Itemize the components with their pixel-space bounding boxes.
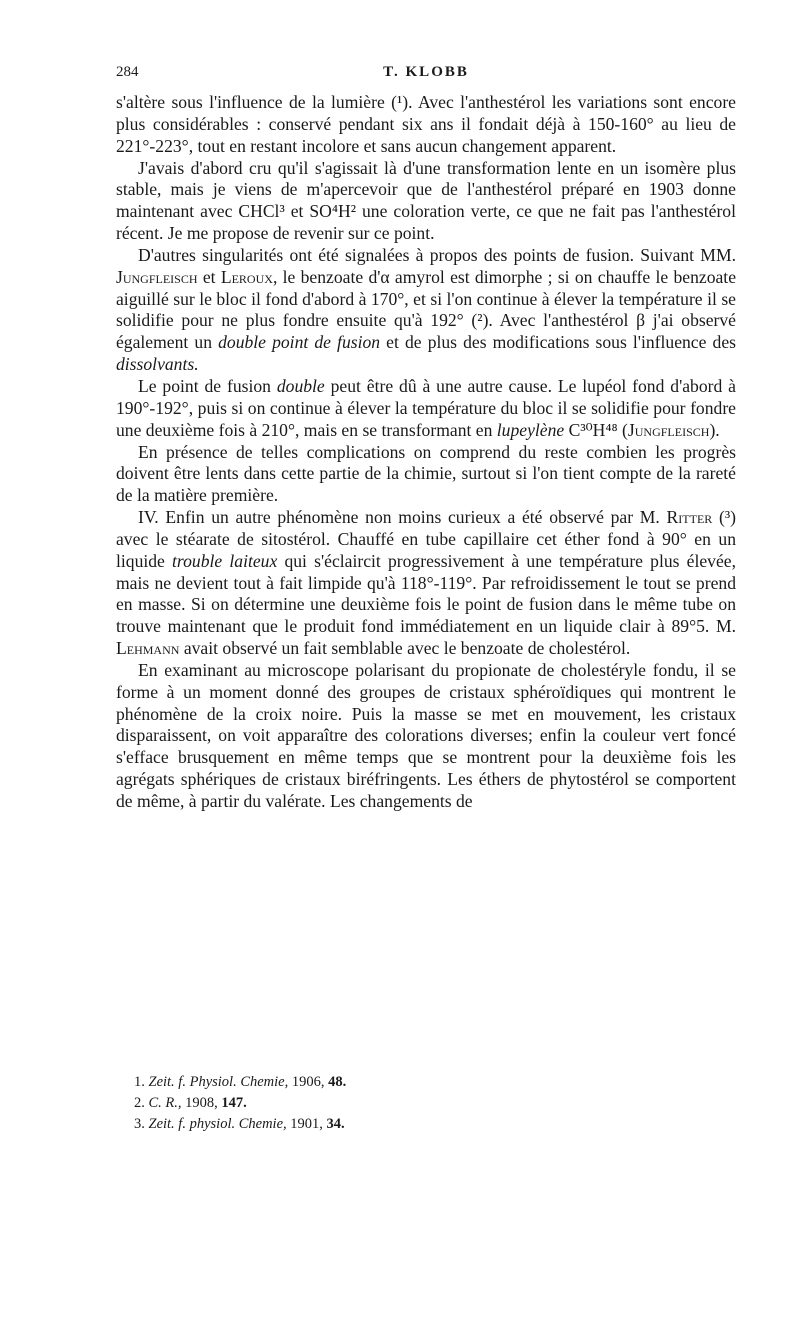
author-name: Jungfleisch bbox=[627, 419, 710, 440]
text-run: En présence de telles complications on comprend du reste combien les progrès doivent être lents dans cette partie de la chimie, surtout si l'on tient compte de la rareté de la matière première. bbox=[116, 441, 736, 506]
author-name: Ritter bbox=[666, 507, 713, 528]
text-run: , le benzoate d'α amyrol est dimorphe ; si on chauffe le benzoate aiguillé sur le bloc il fond d'abord à 170°, et si l'on continue à élever la température il se solidifie pour ne plus fondre ensuite qu'à 192° (²). Avec l'anthestérol β j'ai observé également un bbox=[116, 266, 737, 353]
footnote bbox=[116, 1093, 736, 1114]
italic-text: dissolvants. bbox=[116, 354, 199, 375]
paragraph bbox=[116, 158, 736, 245]
text-run: (³) avec le stéarate de sitostérol. Chauffé en tube capillaire cet éther fond à 90° en un liquide bbox=[116, 507, 736, 571]
footnotes bbox=[116, 1072, 736, 1135]
book-page bbox=[116, 0, 736, 1317]
text-run: qui s'éclaircit progressivement à une température plus élevée, mais ne devient tout à fait limpide qu'à 118°-119°. Par refroidissement le tout se prend en masse. Si on détermine une deuxième fois le point de fusion dans le même tube on trouve maintenant que le produit fond immédiatement en un liquide clair à 89°5. M. bbox=[116, 550, 736, 637]
page-header bbox=[116, 64, 736, 88]
author-name: Leroux bbox=[220, 266, 273, 287]
italic-text: trouble laiteux bbox=[172, 550, 278, 571]
footnote bbox=[116, 1072, 736, 1093]
author-name: Lehmann bbox=[116, 638, 180, 659]
footnote-year: 1901, bbox=[286, 1116, 327, 1132]
footnote-number: 3. bbox=[134, 1116, 149, 1132]
footnote-volume: 48. bbox=[328, 1074, 347, 1090]
text-run: ). bbox=[709, 419, 720, 440]
footnote-source: C. R., bbox=[148, 1095, 182, 1111]
paragraph bbox=[116, 507, 736, 660]
footnote-volume: 34. bbox=[326, 1116, 345, 1132]
footnote-number: 2. bbox=[134, 1095, 149, 1111]
paragraph bbox=[116, 442, 736, 508]
footnote-source: Zeit. f. Physiol. Chemie, bbox=[148, 1074, 289, 1090]
footnote-number: 1. bbox=[134, 1074, 149, 1090]
body-text bbox=[116, 92, 736, 813]
text-run: Le point de fusion bbox=[138, 375, 277, 396]
running-title: T. KLOBB bbox=[383, 64, 469, 80]
page-number: 284 bbox=[116, 64, 139, 80]
footnote-year: 1906, bbox=[288, 1074, 329, 1090]
text-run: et bbox=[197, 266, 221, 287]
author-name: Jungfleisch bbox=[116, 266, 198, 287]
text-run: et de plus des modifications sous l'influence des bbox=[380, 332, 736, 353]
footnote bbox=[116, 1114, 736, 1135]
text-run: peut être dû à une autre cause. Le lupéol fond d'abord à 190°-192°, puis si on continue à élever la température du bloc il se solidifie pour fondre une deuxième fois à 210°, mais en se transformant en bbox=[116, 375, 736, 440]
text-run: J'avais d'abord cru qu'il s'agissait là d'une transformation lente en un isomère plus stable, mais je viens de m'apercevoir que de l'anthestérol préparé en 1903 donne maintenant avec CHCl³ et SO⁴H² une coloration verte, ce que ne fait pas l'anthestérol récent. Je me propose de revenir sur ce point. bbox=[116, 157, 736, 244]
text-run: En examinant au microscope polarisant du propionate de cholestéryle fondu, il se forme à un moment donné des groupes de cristaux sphéroïdiques qui montrent le phénomène de la croix noire. Puis la masse se met en mouvement, les cristaux disparaissent, on voit apparaître des colorations diverses; enfin la couleur vert foncé s'efface brusquement en même temps que se montrent pour la deuxième fois les agrégats sphériques de cristaux biréfringents. Les éthers de phytostérol se comportent de même, à partir du valérate. Les changements de bbox=[116, 659, 736, 811]
paragraph bbox=[116, 376, 736, 442]
footnote-volume: 147. bbox=[221, 1095, 247, 1111]
footnote-year: 1908, bbox=[181, 1095, 222, 1111]
footnote-source: Zeit. f. physiol. Chemie, bbox=[148, 1116, 287, 1132]
text-run: IV. Enfin un autre phénomène non moins curieux a été observé par M. bbox=[138, 507, 667, 528]
italic-text: double bbox=[276, 375, 325, 396]
italic-text: lupeylène bbox=[496, 419, 565, 440]
paragraph bbox=[116, 660, 736, 813]
text-run: avait observé un fait semblable avec le benzoate de cholestérol. bbox=[179, 638, 631, 659]
text-run: D'autres singularités ont été signalées à propos des points de fusion. Suivant MM. bbox=[138, 244, 736, 265]
italic-text: double point de fusion bbox=[218, 332, 381, 353]
text-run: s'altère sous l'influence de la lumière (¹). Avec l'anthestérol les variations sont encore plus considérables : conservé pendant six ans il fondait déjà à 150-160° au lieu de 221°-223°, tout en restant incolore et sans aucun changement apparent. bbox=[116, 92, 736, 156]
paragraph bbox=[116, 92, 736, 158]
text-run: C³⁰H⁴⁸ ( bbox=[564, 419, 628, 440]
paragraph bbox=[116, 245, 736, 376]
